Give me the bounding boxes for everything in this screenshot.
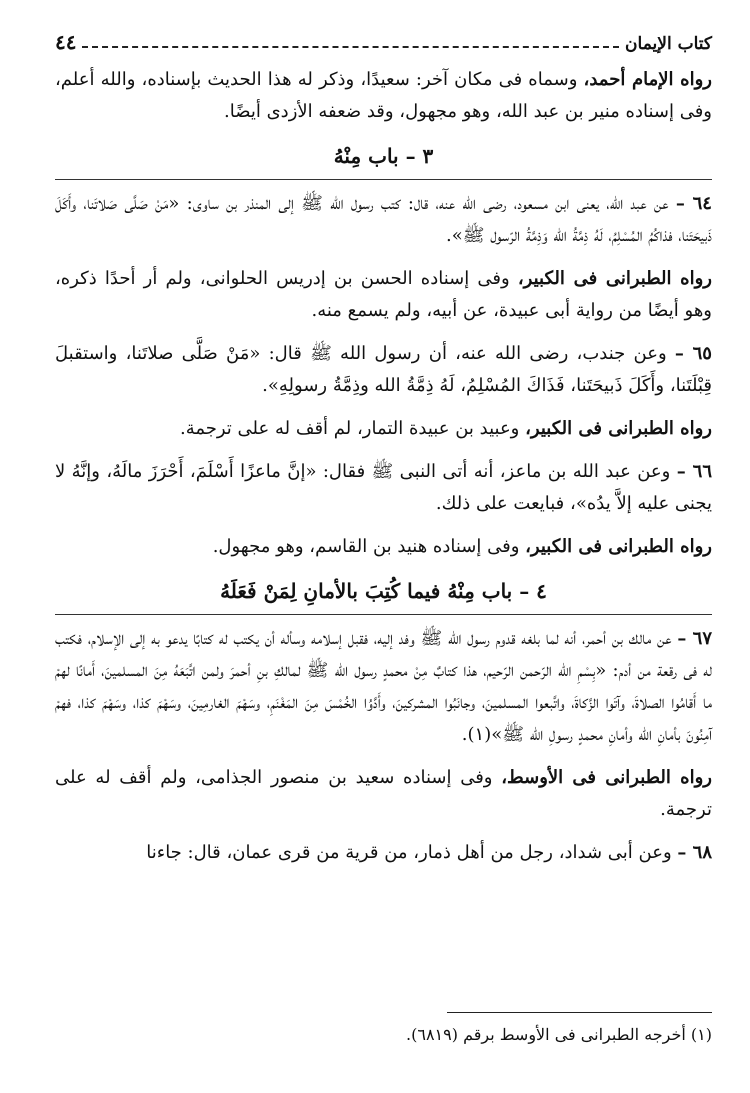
paragraph: [55, 531, 712, 563]
paragraph: [55, 64, 712, 128]
section-divider: [55, 614, 712, 615]
paragraph-lead: ٦٦ –: [676, 461, 712, 482]
paragraph: [55, 413, 712, 445]
paragraph-lead: رواه الطبرانى فى الأوسط،: [501, 767, 712, 788]
paragraph-text: وعن عبد الله بن ماعز، أنه أتى النبى ﷺ فقال: «إنَّ ماعزًا أَسْلَمَ، أَحْرَزَ مالَهُ، وإنَّهُ لا يجنى عليه إلاَّ يدُه»، فبايعت على ذلك.: [55, 461, 712, 514]
paragraph: [55, 623, 712, 751]
page-body: [55, 64, 712, 880]
running-title: كتاب الإيمان: [625, 34, 712, 54]
paragraph-text: وعن أبى شداد، رجل من أهل ذمار، من قرية من قرى عمان، قال: جاءنا: [146, 842, 678, 863]
paragraph-text: عن عبد الله، يعنى ابن مسعود، رضى الله عنه، قال: كتب رسول الله ﷺ إلى المنذر بن ساوى: «مَنْ صَلَّى صَلاتَنا، وأَكَلَ ذَبيحَتَنا، فذاكُمُ المُسْلِمُ، لَهُ ذِمَّةُ الله وَذِمَّةُ الرّسول ﷺ».: [55, 193, 712, 246]
paragraph-lead: ٦٥ –: [674, 343, 712, 364]
section-heading: ٣ – باب مِنْهُ: [333, 144, 434, 168]
paragraph-text: عن مالك بن أحمر، أنه لما بلغه قدوم رسول الله ﷺ وفد إليه، فقبل إسلامه وسأله أن يكتب له كتابًا يدعو به إلى الإسلام، فكتب له فى رقعة من أدم: «بِسْمِ الله الرّحمن الرّحيم، هذا كتابٌ مِنْ محمدٍ رسول الله ﷺ لمالكِ بنِ أحمرَ ولمن اتَّبَعَهُ مِنَ المسلمينَ، أَمانًا لهمْ ما أَقامُوا الصلاةَ، وآتَوا الزَّكاةَ، واتَّبعوا المسلمينَ، وجانَبُوا المشركينَ، وأَدَّوُا الخُمْسَ مِنَ المَغْنَمِ، وسَهْمَ الغارمِينَ، وسَهْمَ كذا، وسَهْمَ كذا، فهمْ آمِنُونَ بأمانِ الله وأمانِ محمدٍ رسولِ الله ﷺ»(١).: [55, 628, 712, 745]
paragraph: [55, 263, 712, 327]
paragraph: [55, 338, 712, 402]
page-number: ٤٤: [55, 30, 77, 54]
paragraph-text: وفى إسناده الحسن بن إدريس الحلوانى، ولم أر أحدًا ذكره، وهو أيضًا من رواية أبى عبيدة، عن أبيه، ولم يسمع منه.: [55, 268, 712, 321]
paragraph-lead: ٦٧ –: [677, 628, 712, 649]
section-divider: [55, 179, 712, 180]
paragraph-lead: رواه الطبرانى فى الكبير،: [517, 268, 713, 289]
paragraph-lead: رواه الطبرانى فى الكبير،: [525, 536, 712, 557]
footnote-separator: [447, 1012, 712, 1013]
paragraph-lead: ٦٨ –: [677, 842, 712, 863]
paragraph-text: وفى إسناده سعيد بن منصور الجذامى، ولم أقف له على ترجمة.: [55, 767, 712, 820]
footnote: (١) أخرجه الطبرانى فى الأوسط برقم (٦٨١٩).: [406, 1025, 712, 1044]
paragraph-text: وعن جندب، رضى الله عنه، أن رسول الله ﷺ قال: «مَنْ صَلَّى صلاتَنا، واستقبلَ قِبْلَتَنا، وأَكَلَ ذَبيحَتَنا، فَذَاكَ المُسْلِمُ، لَهُ ذِمَّةُ الله وذِمَّةُ رسولِهِ».: [55, 343, 712, 396]
paragraph: [55, 837, 712, 869]
paragraph-lead: رواه الإمام أحمد،: [583, 69, 713, 90]
paragraph-lead: ٦٤ –: [675, 193, 712, 214]
paragraph-text: وسماه فى مكان آخر: سعيدًا، وذكر له هذا الحديث بإسناده، والله أعلم، وفى إسناده منير بن عبد الله، وهو مجهول، وقد ضعفه الأزدى أيضًا.: [55, 69, 712, 122]
paragraph: [55, 762, 712, 826]
paragraph-text: وفى إسناده هنيد بن القاسم، وهو مجهول.: [212, 536, 526, 557]
paragraph-text: وعبيد بن عبيدة التمار، لم أقف له على ترجمة.: [179, 418, 526, 439]
paragraph: [55, 456, 712, 520]
section-heading: ٤ – باب مِنْهُ فيما كُتِبَ بالأمانِ لِمَنْ فَعَلَهُ: [220, 579, 547, 603]
page-header: [55, 30, 712, 54]
paragraph: [55, 188, 712, 252]
paragraph-lead: رواه الطبرانى فى الكبير،: [525, 418, 712, 439]
header-dashed-rule: [82, 46, 619, 48]
